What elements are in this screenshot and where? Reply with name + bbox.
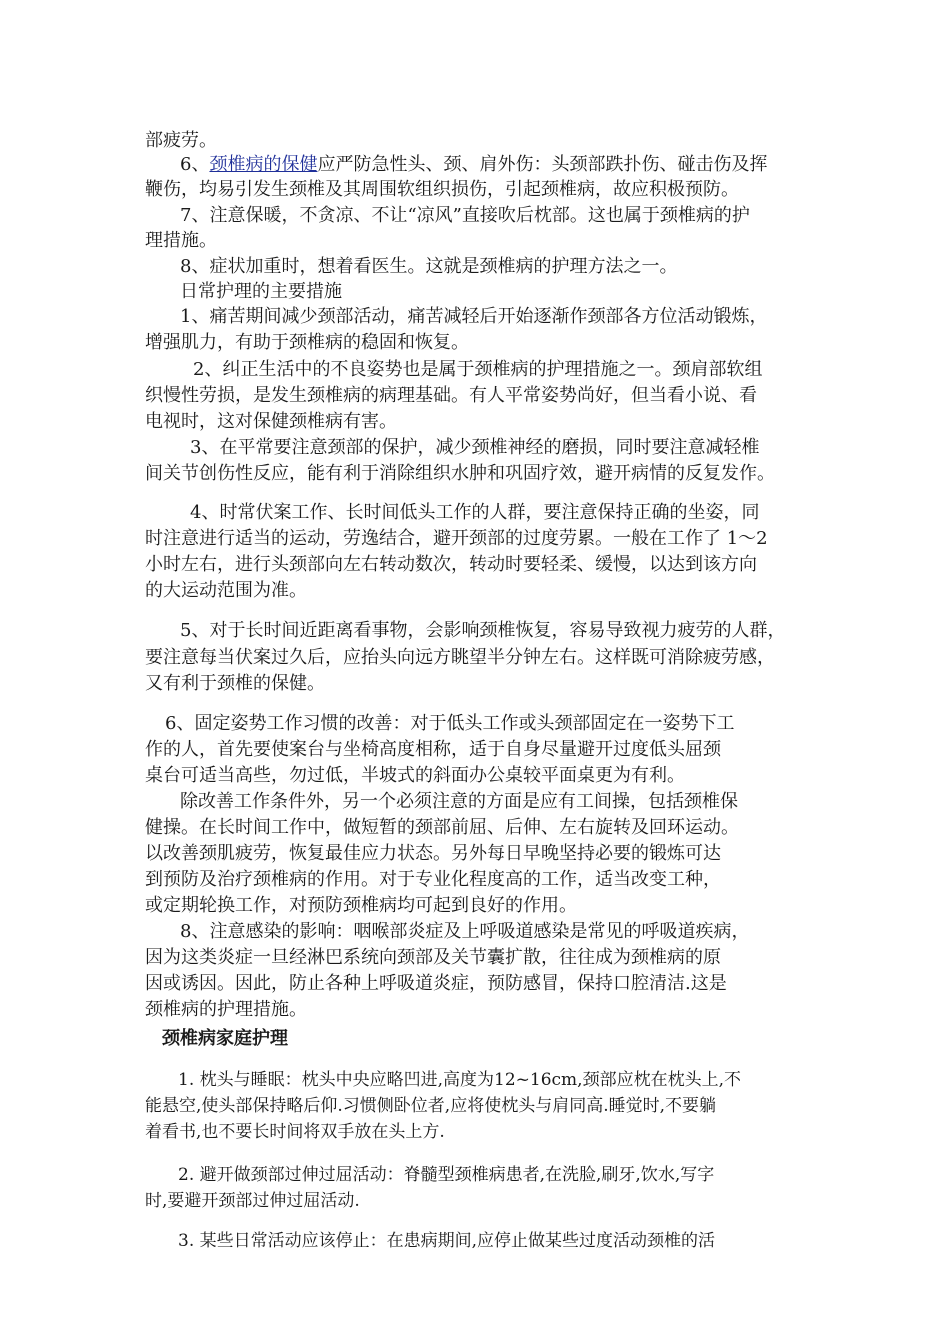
text-line: 时注意进行适当的运动，劳逸结合，避开颈部的过度劳累。一般在工作了 1～2: [145, 528, 768, 549]
text-line: 织慢性劳损，是发生颈椎病的病理基础。有人平常姿势尚好，但当看小说、看: [145, 385, 757, 406]
text-line: 能悬空,使头部保持略后仰.习惯侧卧位者,应将使枕头与肩同高.睡觉时,不要躺: [145, 1096, 717, 1116]
text-line: 桌台可适当高些，勿过低，半坡式的斜面办公桌较平面桌更为有利。: [145, 765, 685, 786]
text-line: 着看书,也不要长时间将双手放在头上方.: [145, 1122, 445, 1142]
text-line: 6、固定姿势工作习惯的改善：对于低头工作或头颈部固定在一姿势下工: [165, 713, 735, 734]
text-line: 健操。在长时间工作中，做短暂的颈部前屈、后伸、左右旋转及回环运动。: [145, 817, 739, 838]
text-line: 作的人，首先要使案台与坐椅高度相称，适于自身尽量避开过度低头屈颈: [145, 739, 721, 760]
text-line: 以改善颈肌疲劳，恢复最佳应力状态。另外每日早晚坚持必要的锻炼可达: [145, 843, 721, 864]
text-line: 4、时常伏案工作、长时间低头工作的人群，要注意保持正确的坐姿，同: [190, 502, 760, 523]
text-line: 1、痛苦期间减少颈部活动，痛苦减轻后开始逐渐作颈部各方位活动锻炼，: [180, 306, 768, 327]
text-line: 3、在平常要注意颈部的保护，减少颈椎神经的磨损，同时要注意减轻椎: [190, 437, 760, 458]
text-line: 理措施。: [145, 230, 217, 251]
text-line: 鞭伤，均易引发生颈椎及其周围软组织损伤，引起颈椎病，故应积极预防。: [145, 179, 739, 200]
text-line: 1. 枕头与睡眠：枕头中央应略凹进,高度为12~16cm,颈部应枕在枕头上,不: [178, 1070, 741, 1090]
text-line: 2、纠正生活中的不良姿势也是属于颈椎病的护理措施之一。颈肩部软组: [193, 359, 763, 380]
text-line: 2. 避开做颈部过伸过屈活动：脊髓型颈椎病患者,在洗脸,刷牙,饮水,写字: [178, 1165, 715, 1185]
text-line: 8、症状加重时，想着看医生。这就是颈椎病的护理方法之一。: [180, 256, 678, 277]
text-line: 颈椎病的护理措施。: [145, 999, 307, 1020]
text-line: 因为这类炎症一旦经淋巴系统向颈部及关节囊扩散，往往成为颈椎病的原: [145, 947, 721, 968]
text-line: 增强肌力，有助于颈椎病的稳固和恢复。: [145, 332, 469, 353]
text-line: 除改善工作条件外，另一个必须注意的方面是应有工间操，包括颈椎保: [180, 791, 738, 812]
text-line: 到预防及治疗颈椎病的作用。对于专业化程度高的工作，适当改变工种，: [145, 869, 721, 890]
text-line: 8、注意感染的影响：咽喉部炎症及上呼吸道感染是常见的呼吸道疾病，: [180, 921, 750, 942]
text-line: [180, 152, 767, 178]
text-line: 的大运动范围为准。: [145, 580, 307, 601]
text-line: 部疲劳。: [145, 130, 217, 151]
text-line: 7、注意保暖，不贪凉、不让“凉风”直接吹后枕部。这也属于颈椎病的护: [180, 205, 750, 226]
section-heading: 颈椎病家庭护理: [162, 1028, 288, 1049]
section-heading: 日常护理的主要措施: [180, 281, 342, 302]
text-line: 小时左右，进行头颈部向左右转动数次，转动时要轻柔、缓慢，以达到该方向: [145, 554, 757, 575]
text-line: 时,要避开颈部过伸过屈活动.: [145, 1191, 360, 1211]
item-number: 6、: [180, 154, 210, 175]
text-line: 3. 某些日常活动应该停止：在患病期间,应停止做某些过度活动颈椎的活: [178, 1231, 716, 1251]
text-line: 因或诱因。因此，防止各种上呼吸道炎症，预防感冒，保持口腔清洁.这是: [145, 973, 727, 994]
text-line: 又有利于颈椎的保健。: [145, 673, 325, 694]
text-line-rest: 应严防急性头、颈、肩外伤：头颈部跌扑伤、碰击伤及挥: [317, 154, 768, 175]
text-line: 5、对于长时间近距离看事物，会影响颈椎恢复，容易导致视力疲劳的人群，: [180, 620, 786, 641]
text-line: 要注意每当伏案过久后，应抬头向远方眺望半分钟左右。这样既可消除疲劳感，: [145, 647, 775, 668]
text-line: 或定期轮换工作，对预防颈椎病均可起到良好的作用。: [145, 895, 577, 916]
cervical-care-link[interactable]: 颈椎病的保健: [209, 154, 318, 175]
text-line: 间关节创伤性反应，能有利于消除组织水肿和巩固疗效，避开病情的反复发作。: [145, 463, 775, 484]
text-line: 电视时，这对保健颈椎病有害。: [145, 411, 397, 432]
